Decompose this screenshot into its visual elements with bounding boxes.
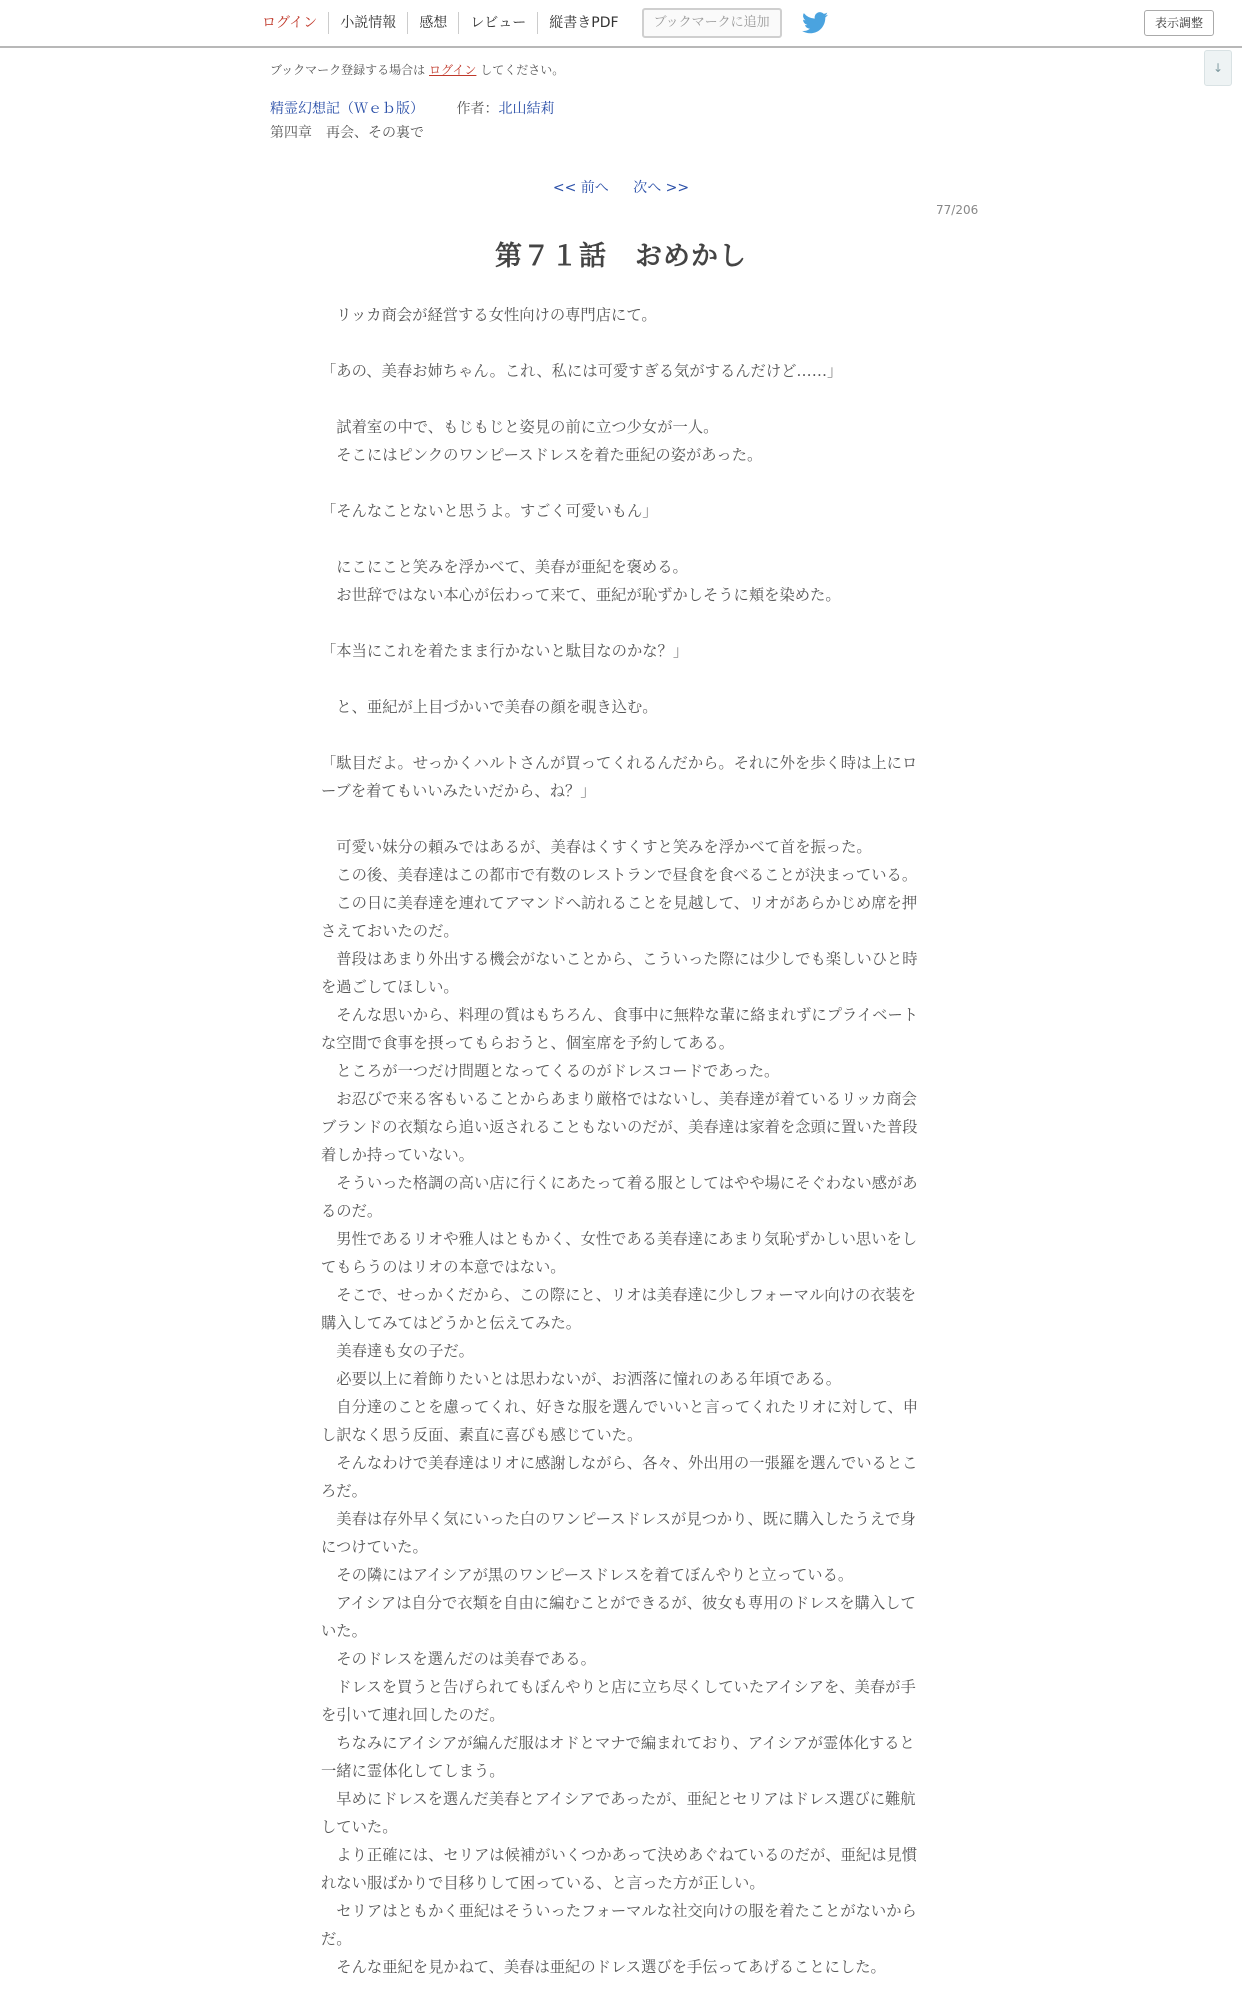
body-paragraph: お世辞ではない本心が伝わって来て、亜紀が恥ずかしそうに頬を染めた。 <box>321 586 841 604</box>
blank-line <box>321 609 921 637</box>
body-paragraph: 早めにドレスを選んだ美春とアイシアであったが、亜紀とセリアはドレス選びに難航していた。 <box>321 1790 916 1836</box>
body-paragraph: そんなわけで美春達はリオに感謝しながら、各々、外出用の一張羅を選んでいるところだ。 <box>321 1454 918 1500</box>
body-paragraph: 自分達のことを慮ってくれ、好きな服を選んでいいと言ってくれたリオに対して、申し訳なく思う反面、素直に喜びも感じていた。 <box>321 1398 919 1444</box>
body-paragraph: この後、美春達はこの都市で有数のレストランで昼食を食べることが決まっている。 <box>321 866 918 884</box>
episode-pager <box>0 177 1242 197</box>
notice-prefix: ブックマーク登録する場合は <box>270 63 426 77</box>
chapter-title: 第四章 再会、その裏で <box>270 125 424 141</box>
body-paragraph: 美春は存外早く気にいった白のワンピースドレスが見つかり、既に購入したうえで身につけていた。 <box>321 1510 916 1556</box>
nav-review[interactable]: レビュー <box>458 12 537 34</box>
blank-line <box>321 665 921 693</box>
body-paragraph: その隣にはアイシアが黒のワンピースドレスを着てぼんやりと立っている。 <box>321 1566 854 1584</box>
body-paragraph: アイシアは自分で衣類を自由に編むことができるが、彼女も専用のドレスを購入していた。 <box>321 1594 916 1640</box>
blank-line <box>321 721 921 749</box>
body-paragraph: そんな亜紀を見かねて、美春は亜紀のドレス選びを手伝ってあげることにした。 <box>321 1958 886 1976</box>
body-paragraph: そこで、せっかくだから、この際にと、リオは美春達に少しフォーマル向けの衣装を購入してみてはどうかと伝えてみた。 <box>321 1286 917 1332</box>
body-paragraph: にこにこと笑みを浮かべて、美春が亜紀を褒める。 <box>321 558 688 576</box>
top-header <box>0 0 1242 48</box>
prev-link[interactable]: << 前へ <box>552 180 609 196</box>
scroll-down-tab[interactable]: ↓ <box>1204 50 1232 86</box>
body-paragraph: セリアはともかく亜紀はそういったフォーマルな社交向けの服を着たことがないからだ。 <box>321 1902 917 1948</box>
episode-counter: 77/206 <box>936 203 979 217</box>
login-notice <box>270 61 564 78</box>
novel-body <box>321 301 921 1981</box>
notice-login-link[interactable]: ログイン <box>429 63 477 77</box>
add-bookmark-button[interactable]: ブックマークに追加 <box>642 8 782 38</box>
body-paragraph: 美春達も女の子だ。 <box>321 1342 474 1360</box>
body-paragraph: ところが一つだけ問題となってくるのがドレスコードであった。 <box>321 1062 780 1080</box>
body-paragraph: と、亜紀が上目づかいで美春の顔を覗き込む。 <box>321 698 658 716</box>
body-paragraph: 「本当にこれを着たまま行かないと駄目なのかな？」 <box>321 642 689 660</box>
nav-impressions[interactable]: 感想 <box>407 12 458 34</box>
body-paragraph: 普段はあまり外出する機会がないことから、こういった際には少しでも楽しいひと時を過ごしてほしい。 <box>321 950 918 996</box>
body-paragraph: ドレスを買うと告げられてもぼんやりと店に立ち尽くしていたアイシアを、美春が手を引いて連れ回したのだ。 <box>321 1678 916 1724</box>
body-paragraph: ちなみにアイシアが編んだ服はオドとマナで編まれており、アイシアが霊体化すると一緒に霊体化してしまう。 <box>321 1734 915 1780</box>
body-paragraph: リッカ商会が経営する女性向けの専門店にて。 <box>321 306 657 324</box>
body-paragraph: 可愛い妹分の頼みではあるが、美春はくすくすと笑みを浮かべて首を振った。 <box>321 838 872 856</box>
nav-novel-info[interactable]: 小説情報 <box>328 12 407 34</box>
twitter-icon[interactable] <box>802 12 828 34</box>
author-label: 作者： <box>456 101 499 117</box>
nav-vertical-pdf[interactable]: 縦書きPDF <box>537 12 629 34</box>
blank-line <box>321 525 921 553</box>
blank-line <box>321 805 921 833</box>
episode-title: 第７１話 おめかし <box>495 241 747 272</box>
notice-suffix: してください。 <box>480 63 565 77</box>
blank-line <box>321 469 921 497</box>
blank-line <box>321 329 921 357</box>
body-paragraph: 男性であるリオや雅人はともかく、女性である美春達にあまり気恥ずかしい思いをしてもらうのはリオの本意ではない。 <box>321 1230 918 1276</box>
body-paragraph: 「そんなことないと思うよ。すごく可愛いもん」 <box>321 502 658 520</box>
nav-login[interactable]: ログイン <box>262 15 318 31</box>
author-link[interactable]: 北山結莉 <box>498 101 555 117</box>
novel-meta <box>270 98 554 118</box>
body-paragraph: そういった格調の高い店に行くにあたって着る服としてはやや場にそぐわない感があるのだ。 <box>321 1174 918 1220</box>
body-paragraph: そこにはピンクのワンピースドレスを着た亜紀の姿があった。 <box>321 446 763 464</box>
body-paragraph: お忍びで来る客もいることからあまり厳格ではないし、美春達が着ているリッカ商会ブランドの衣類なら追い返されることもないのだが、美春達は家着を念頭に置いた普段着しか持っていない。 <box>321 1090 918 1164</box>
body-paragraph: 「駄目だよ。せっかくハルトさんが買ってくれるんだから。それに外を歩く時は上にローブを着てもいいみたいだから、ね？」 <box>321 754 918 800</box>
body-paragraph: 必要以上に着飾りたいとは思わないが、お洒落に憧れのある年頃である。 <box>321 1370 842 1388</box>
body-paragraph: そんな思いから、料理の質はもちろん、食事中に無粋な輩に絡まれずにプライベートな空間で食事を摂ってもらおうと、個室席を予約してある。 <box>321 1006 919 1052</box>
novel-title-link[interactable]: 精霊幻想記（Ｗｅｂ版） <box>270 101 424 117</box>
next-link[interactable]: 次へ >> <box>633 180 690 196</box>
body-paragraph: 試着室の中で、もじもじと姿見の前に立つ少女が一人。 <box>321 418 719 436</box>
top-nav <box>251 0 828 46</box>
body-paragraph: より正確には、セリアは候補がいくつかあって決めあぐねているのだが、亜紀は見慣れない服ばかりで目移りして困っている、と言った方が正しい。 <box>321 1846 918 1892</box>
body-paragraph: 「あの、美春お姉ちゃん。これ、私には可愛すぎる気がするんだけど……」 <box>321 362 843 380</box>
body-paragraph: この日に美春達を連れてアマンドへ訪れることを見越して、リオがあらかじめ席を押さえておいたのだ。 <box>321 894 918 940</box>
body-paragraph: そのドレスを選んだのは美春である。 <box>321 1650 596 1668</box>
display-settings-button[interactable]: 表示調整 <box>1144 10 1214 36</box>
blank-line <box>321 385 921 413</box>
